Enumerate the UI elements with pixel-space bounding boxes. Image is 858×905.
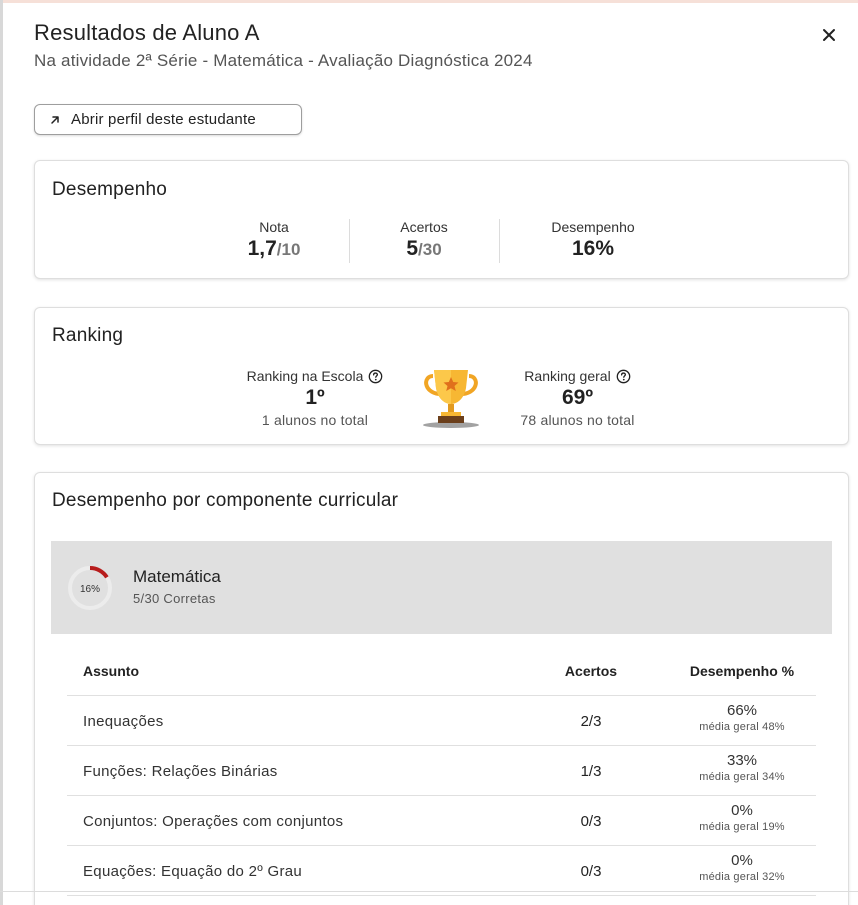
school-ranking-label-row bbox=[230, 368, 400, 384]
help-circle-icon[interactable] bbox=[616, 369, 631, 384]
school-ranking bbox=[230, 368, 400, 428]
open-profile-label: Abrir perfil deste estudante bbox=[71, 111, 256, 128]
row-performance bbox=[677, 802, 807, 833]
desempenho-label: Desempenho bbox=[551, 219, 635, 235]
subject-count: 5/30 Corretas bbox=[133, 591, 216, 606]
ranking-card bbox=[34, 307, 849, 445]
school-ranking-total: 1 alunos no total bbox=[261, 412, 369, 428]
row-average: média geral 19% bbox=[699, 821, 785, 833]
nota-value bbox=[215, 237, 333, 261]
curricular-component-card bbox=[34, 472, 849, 905]
top-accent-line bbox=[0, 0, 858, 3]
progress-ring-label: 16% bbox=[79, 584, 101, 595]
table-row bbox=[67, 796, 816, 846]
acertos-label: Acertos bbox=[400, 219, 448, 235]
progress-ring bbox=[67, 565, 113, 611]
row-subject: Equações: Equação do 2º Grau bbox=[83, 862, 303, 880]
header-assunto: Assunto bbox=[83, 663, 139, 679]
row-hits: 0/3 bbox=[580, 812, 602, 830]
ranking-title: Ranking bbox=[52, 325, 124, 346]
left-edge-shade bbox=[0, 0, 3, 905]
general-ranking-value: 69º bbox=[561, 386, 594, 409]
row-percent: 66% bbox=[726, 702, 758, 719]
row-hits: 0/3 bbox=[580, 862, 602, 880]
row-performance bbox=[677, 752, 807, 783]
row-percent: 0% bbox=[731, 852, 753, 869]
help-circle-icon[interactable] bbox=[368, 369, 383, 384]
performance-card bbox=[34, 160, 849, 279]
row-hits: 2/3 bbox=[580, 712, 602, 730]
row-percent: 0% bbox=[731, 802, 753, 819]
row-performance bbox=[677, 702, 807, 733]
nota-label: Nota bbox=[259, 219, 289, 235]
desempenho-stat bbox=[533, 219, 653, 261]
header-acertos: Acertos bbox=[564, 663, 618, 679]
row-hits: 1/3 bbox=[580, 762, 602, 780]
subject-summary[interactable] bbox=[51, 541, 832, 634]
external-link-icon bbox=[49, 114, 61, 126]
row-average: média geral 34% bbox=[699, 771, 785, 783]
general-ranking-label: Ranking geral bbox=[524, 368, 611, 384]
table-row bbox=[67, 696, 816, 746]
school-ranking-label: Ranking na Escola bbox=[246, 368, 364, 384]
divider bbox=[499, 219, 500, 263]
close-icon[interactable] bbox=[818, 24, 840, 46]
header-desempenho: Desempenho % bbox=[689, 663, 795, 679]
nota-max: /10 bbox=[276, 240, 301, 259]
row-subject: Inequações bbox=[83, 712, 164, 730]
school-ranking-value: 1º bbox=[305, 386, 325, 409]
table-row bbox=[67, 746, 816, 796]
acertos-stat bbox=[365, 219, 483, 261]
row-percent: 33% bbox=[726, 752, 758, 769]
general-ranking-total: 78 alunos no total bbox=[520, 412, 635, 428]
nota-stat bbox=[215, 219, 333, 261]
row-average: média geral 32% bbox=[699, 871, 785, 883]
row-subject: Conjuntos: Operações com conjuntos bbox=[83, 812, 344, 830]
desempenho-value: 16% bbox=[571, 237, 615, 260]
subject-name: Matemática bbox=[133, 567, 221, 586]
general-ranking bbox=[495, 368, 660, 428]
nota-score: 1,7 bbox=[247, 237, 277, 260]
acertos-score: 5 bbox=[406, 237, 419, 260]
close-button[interactable] bbox=[818, 24, 840, 46]
acertos-max: /30 bbox=[418, 240, 442, 259]
acertos-value bbox=[365, 237, 483, 261]
general-ranking-label-row bbox=[495, 368, 660, 384]
divider bbox=[349, 219, 350, 263]
component-title: Desempenho por componente curricular bbox=[52, 490, 399, 511]
row-average: média geral 48% bbox=[699, 721, 785, 733]
trophy-icon bbox=[421, 366, 481, 430]
performance-title: Desempenho bbox=[52, 179, 168, 200]
open-profile-button[interactable] bbox=[34, 104, 302, 135]
page-title: Resultados de Aluno A bbox=[34, 20, 260, 45]
row-subject: Funções: Relações Binárias bbox=[83, 762, 278, 780]
bottom-divider bbox=[0, 891, 858, 892]
page-subtitle: Na atividade 2ª Série - Matemática - Avaliação Diagnóstica 2024 bbox=[34, 51, 533, 70]
table-row bbox=[67, 846, 816, 896]
row-performance bbox=[677, 852, 807, 883]
